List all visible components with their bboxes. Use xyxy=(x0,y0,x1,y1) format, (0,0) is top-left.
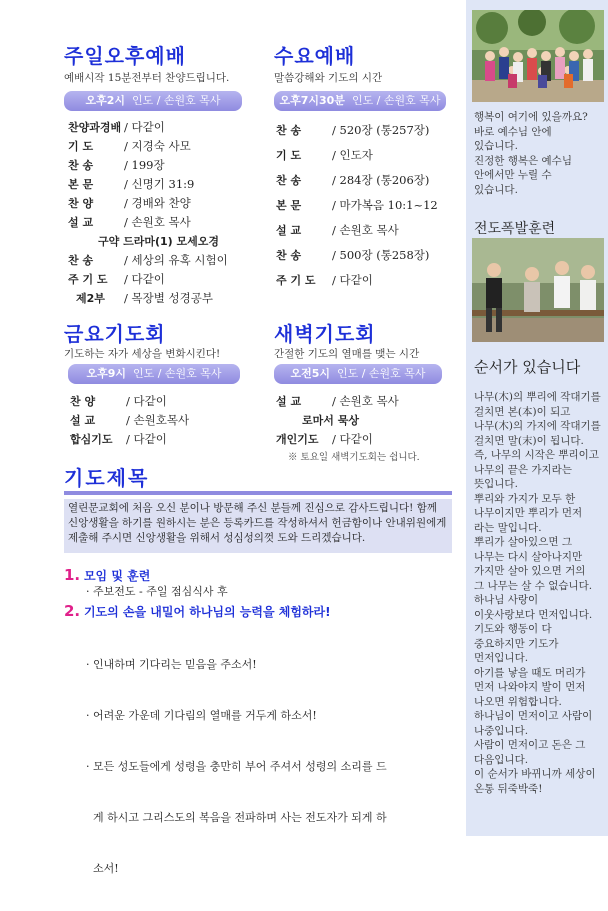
training-photo xyxy=(472,238,604,342)
order-label: 찬 송 xyxy=(276,124,302,137)
order-row xyxy=(276,392,399,411)
order-value: / 손원호 목사 xyxy=(332,223,399,237)
dawn-order-list xyxy=(276,392,399,449)
text-line: 하나님이 먼저이고 사람이 xyxy=(474,710,593,722)
order-row xyxy=(68,175,228,194)
text-line: 걸치면 본(本)이 되고 xyxy=(474,405,571,418)
order-row xyxy=(70,392,189,411)
prayer-topics-title: 기도제목 xyxy=(64,466,150,490)
dawn-prayer-subtitle: 간절한 기도의 열매를 맺는 시간 xyxy=(274,348,420,360)
order-value: / 다같이 xyxy=(126,432,167,446)
text-line: 하나님 사랑이 xyxy=(474,594,539,606)
friday-leader: 인도 / 손원호 목사 xyxy=(132,367,222,380)
order-row xyxy=(276,243,438,268)
order-value: / 목장별 성경공부 xyxy=(124,291,213,305)
order-row xyxy=(68,270,228,289)
text-line: 행복이 여기에 있을까요? xyxy=(474,111,588,123)
prayer-line: · 인내하며 기다리는 믿음을 주소서! xyxy=(86,658,257,671)
wednesday-order-list xyxy=(276,118,438,293)
evangelism-training-title: 전도폭발훈련 xyxy=(474,221,556,237)
order-label: 주 기 도 xyxy=(68,273,108,286)
text-line: 뜻입니다. xyxy=(474,478,518,490)
dawn-time: 오전5시 xyxy=(290,367,330,380)
item-number: 1. xyxy=(64,566,81,584)
order-article-text xyxy=(474,390,601,796)
happiness-text xyxy=(474,110,588,197)
order-label: 본 문 xyxy=(276,199,302,212)
order-label: 찬 양 xyxy=(70,395,96,408)
friday-order-list xyxy=(70,392,189,449)
text-line: 나무의 끝은 가지라는 xyxy=(474,463,572,476)
text-line: 나중입니다. xyxy=(474,724,529,737)
prayer-line: · 모든 성도들에게 성령을 충만히 부어 주셔서 성령의 소리를 드 xyxy=(86,760,387,773)
order-row xyxy=(276,118,438,143)
order-value: / 손원호 목사 xyxy=(332,394,399,408)
order-label: 개인기도 xyxy=(276,433,319,446)
order-row xyxy=(276,218,438,243)
text-line: 이웃사랑보다 먼저입니다. xyxy=(474,608,593,621)
prayer-line: 게 하시고 그리스도의 복음을 전파하며 사는 전도자가 되게 하 xyxy=(86,811,387,824)
order-label: 기 도 xyxy=(276,149,302,162)
friday-time: 오후9시 xyxy=(86,367,126,380)
order-value: / 다같이 xyxy=(126,394,167,408)
wednesday-service-subtitle: 말씀강해와 기도의 시간 xyxy=(274,72,383,84)
order-value: / 마가복음 10:1~12 xyxy=(332,198,438,212)
text-line: 진정한 행복은 예수님 xyxy=(474,154,572,167)
order-label: 기 도 xyxy=(68,140,94,153)
order-row xyxy=(276,430,399,449)
friday-prayer-subtitle: 기도하는 자가 세상을 변화시킨다! xyxy=(64,348,221,360)
text-line: 뿌리가 살아있으면 그 xyxy=(474,536,572,548)
friday-prayer-title: 금요기도회 xyxy=(64,322,166,346)
dawn-leader: 인도 / 손원호 목사 xyxy=(336,367,426,380)
text-line: 온통 뒤죽박죽! xyxy=(474,782,543,795)
text-line: 중요하지만 기도가 xyxy=(474,637,559,650)
prayer-item-1 xyxy=(64,566,150,584)
prayer-line: · 어려운 가운데 기다림의 열매를 거두게 하소서! xyxy=(86,709,317,722)
prayer-item-2-subs xyxy=(86,622,387,911)
order-label: 주 기 도 xyxy=(276,274,316,287)
order-value: / 손원호목사 xyxy=(126,413,190,427)
text-line: 즉, 나무의 시작은 뿌리이고 xyxy=(474,449,599,461)
order-row xyxy=(276,143,438,168)
order-row xyxy=(68,251,228,270)
dawn-leader-bar xyxy=(274,364,442,384)
order-value: / 세상의 유혹 시험이 xyxy=(124,253,228,267)
divider xyxy=(64,491,452,495)
order-row xyxy=(68,118,228,137)
sunday-leader-bar xyxy=(64,91,242,111)
order-value: / 다같이 xyxy=(124,272,165,286)
order-label: 합심기도 xyxy=(70,433,113,446)
sunday-service-title: 주일오후예배 xyxy=(64,44,186,68)
order-row xyxy=(70,411,189,430)
text-line: 바로 예수님 안에 xyxy=(474,125,552,138)
order-label: 찬 양 xyxy=(68,197,94,210)
drama-row: 구약 드라마(1) 모세오경 xyxy=(98,235,220,248)
order-label: 찬양과경배 xyxy=(68,121,122,134)
prayer-line: 소서! xyxy=(86,862,119,875)
order-value: / 신명기 31:9 xyxy=(124,177,195,191)
wednesday-service-title: 수요예배 xyxy=(274,44,356,68)
item-title: 모임 및 훈련 xyxy=(83,569,151,583)
order-label: 설 교 xyxy=(276,395,302,408)
order-value: / 520장 (통257장) xyxy=(332,123,430,137)
order-label: 찬 송 xyxy=(276,174,302,187)
order-value: / 284장 (통206장) xyxy=(332,173,430,187)
dawn-prayer-title: 새벽기도회 xyxy=(274,322,376,346)
order-value: / 199장 xyxy=(124,158,165,172)
group-photo xyxy=(472,10,604,102)
order-row xyxy=(68,289,228,308)
wednesday-time: 오후7시30분 xyxy=(279,94,345,107)
order-row xyxy=(70,430,189,449)
text-line: 안에서만 누릴 수 xyxy=(474,169,552,181)
order-value: / 손원호 목사 xyxy=(124,215,191,229)
order-row xyxy=(276,193,438,218)
sunday-time: 오후2시 xyxy=(85,94,125,107)
order-label: 설 교 xyxy=(68,216,94,229)
text-line: 다음입니다. xyxy=(474,753,529,766)
order-row xyxy=(276,268,438,293)
order-value: / 인도자 xyxy=(332,148,373,162)
text-line: 이 순서가 바뀌니까 세상이 xyxy=(474,768,596,780)
sunday-service-subtitle: 예배시작 15분전부터 찬양드립니다. xyxy=(64,72,230,84)
order-article-title: 순서가 있습니다 xyxy=(474,358,581,376)
order-value: / 다같이 xyxy=(332,273,373,287)
prayer-item-1-sub: · 주보전도 - 주일 점심식사 후 xyxy=(86,585,228,598)
order-row xyxy=(68,137,228,156)
order-label: 본 문 xyxy=(68,178,94,191)
text-line: 먼저입니다. xyxy=(474,652,529,664)
text-line: 사람이 먼저이고 돈은 그 xyxy=(474,739,586,751)
prayer-item-2 xyxy=(64,602,331,620)
order-row xyxy=(68,213,228,232)
order-label: 제2부 xyxy=(76,292,105,305)
text-line: 그 나무는 살 수 없습니다. xyxy=(474,579,593,592)
order-label: 설 교 xyxy=(70,414,96,427)
order-row xyxy=(68,194,228,213)
order-row xyxy=(276,168,438,193)
item-title: 기도의 손을 내밀어 하나님의 능력을 체험하라! xyxy=(83,605,331,619)
sunday-leader: 인도 / 손원호 목사 xyxy=(131,94,221,107)
order-row xyxy=(68,156,228,175)
order-label: 찬 송 xyxy=(68,159,94,172)
order-value: / 경배와 찬양 xyxy=(124,196,191,210)
order-value: / 다같이 xyxy=(332,432,373,446)
order-label: 설 교 xyxy=(276,224,302,237)
order-label: 찬 송 xyxy=(276,249,302,262)
wednesday-leader: 인도 / 손원호 목사 xyxy=(351,94,441,107)
text-line: 걸치면 말(末)이 됩니다. xyxy=(474,434,584,447)
item-number: 2. xyxy=(64,602,81,620)
devotion-row: 로마서 묵상 xyxy=(302,414,359,427)
order-label: 찬 송 xyxy=(68,254,94,267)
welcome-message: 열린문교회에 처음 오신 분이나 방문해 주신 분들께 진심으로 감사드립니다! 함께 신앙생활을 하기를 원하시는 분은 등록카드를 작성하셔서 헌금함이나 안내위원에게 제출해 주시면 신앙생활을 위해서 성심성의껏 도와 드리겠습니다. xyxy=(64,499,452,553)
text-line: 아기를 낳을 때도 머리가 xyxy=(474,666,586,679)
text-line: 뿌리와 가지가 모두 한 xyxy=(474,492,576,505)
text-line: 나무(木)의 가지에 작대기를 xyxy=(474,420,601,432)
dawn-note: ※ 토요일 새벽기도회는 쉽니다. xyxy=(288,452,420,463)
order-value: / 지경숙 사모 xyxy=(124,139,191,153)
text-line: 나무이지만 뿌리가 먼저 xyxy=(474,507,583,519)
text-line: 가지만 살아 있으면 거의 xyxy=(474,565,586,577)
text-line: 라는 말입니다. xyxy=(474,521,542,534)
text-line: 나무(木)의 뿌리에 작대기를 xyxy=(474,391,601,403)
text-line: 있습니다. xyxy=(474,140,518,152)
wednesday-leader-bar xyxy=(274,91,446,111)
text-line: 기도와 행동이 다 xyxy=(474,623,552,635)
order-value: / 500장 (통258장) xyxy=(332,248,430,262)
text-line: 나오면 위험합니다. xyxy=(474,695,562,708)
sunday-order-list xyxy=(68,118,228,308)
text-line: 먼저 나와야지 발이 먼저 xyxy=(474,681,586,693)
text-line: 있습니다. xyxy=(474,183,518,196)
order-value: / 다같이 xyxy=(124,120,165,134)
text-line: 나무는 다시 살아나지만 xyxy=(474,550,583,563)
friday-leader-bar xyxy=(68,364,240,384)
